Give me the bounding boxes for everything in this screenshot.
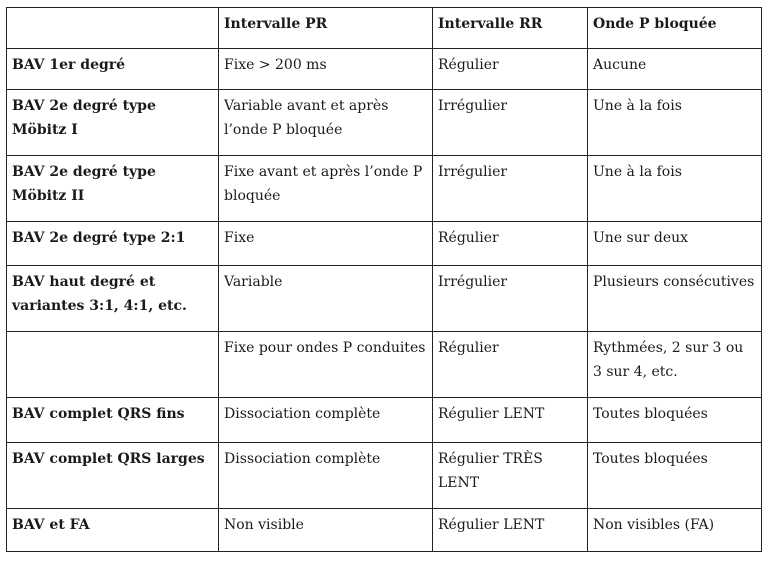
row-label: BAV complet QRS fins [7, 398, 219, 443]
row-label: BAV 2e degré type Möbitz I [7, 90, 219, 156]
row-label: BAV et FA [7, 509, 219, 552]
row-label: BAV 2e degré type Möbitz II [7, 156, 219, 222]
cell-rr: Régulier LENT [433, 398, 588, 443]
cell-rr: Régulier TRÈS LENT [433, 443, 588, 509]
row-label: BAV 1er degré [7, 49, 219, 90]
cell-pr: Non visible [219, 509, 433, 552]
row-label [7, 332, 219, 398]
table-row [7, 332, 762, 398]
cell-p-blocked: Une à la fois [588, 156, 762, 222]
cell-pr: Dissociation complète [219, 398, 433, 443]
table-row [7, 509, 762, 552]
table-row [7, 443, 762, 509]
cell-p-blocked: Toutes bloquées [588, 443, 762, 509]
cell-rr: Irrégulier [433, 156, 588, 222]
cell-rr: Régulier [433, 332, 588, 398]
cell-p-blocked: Une sur deux [588, 222, 762, 266]
header-cell-pr: Intervalle PR [219, 8, 433, 49]
table-row [7, 49, 762, 90]
header-cell-rr: Intervalle RR [433, 8, 588, 49]
cell-p-blocked: Toutes bloquées [588, 398, 762, 443]
table-row [7, 266, 762, 332]
table-row [7, 222, 762, 266]
table-row [7, 398, 762, 443]
cell-pr: Variable [219, 266, 433, 332]
cell-pr: Dissociation complète [219, 443, 433, 509]
cell-pr: Fixe avant et après l’onde P bloquée [219, 156, 433, 222]
row-label: BAV complet QRS larges [7, 443, 219, 509]
cell-pr: Fixe > 200 ms [219, 49, 433, 90]
header-row [7, 8, 762, 49]
cell-p-blocked: Plusieurs consécutives [588, 266, 762, 332]
cell-pr: Variable avant et après l’onde P bloquée [219, 90, 433, 156]
header-cell-empty [7, 8, 219, 49]
cell-rr: Régulier LENT [433, 509, 588, 552]
cell-rr: Régulier [433, 222, 588, 266]
cell-rr: Régulier [433, 49, 588, 90]
table-row [7, 156, 762, 222]
row-label: BAV haut degré et variantes 3:1, 4:1, etc. [7, 266, 219, 332]
cell-p-blocked: Rythmées, 2 sur 3 ou 3 sur 4, etc. [588, 332, 762, 398]
cell-rr: Irrégulier [433, 90, 588, 156]
av-block-table [6, 7, 762, 552]
cell-pr: Fixe pour ondes P conduites [219, 332, 433, 398]
header-cell-p-blocked: Onde P bloquée [588, 8, 762, 49]
row-label: BAV 2e degré type 2:1 [7, 222, 219, 266]
table-row [7, 90, 762, 156]
cell-p-blocked: Non visibles (FA) [588, 509, 762, 552]
cell-rr: Irrégulier [433, 266, 588, 332]
cell-pr: Fixe [219, 222, 433, 266]
cell-p-blocked: Une à la fois [588, 90, 762, 156]
cell-p-blocked: Aucune [588, 49, 762, 90]
